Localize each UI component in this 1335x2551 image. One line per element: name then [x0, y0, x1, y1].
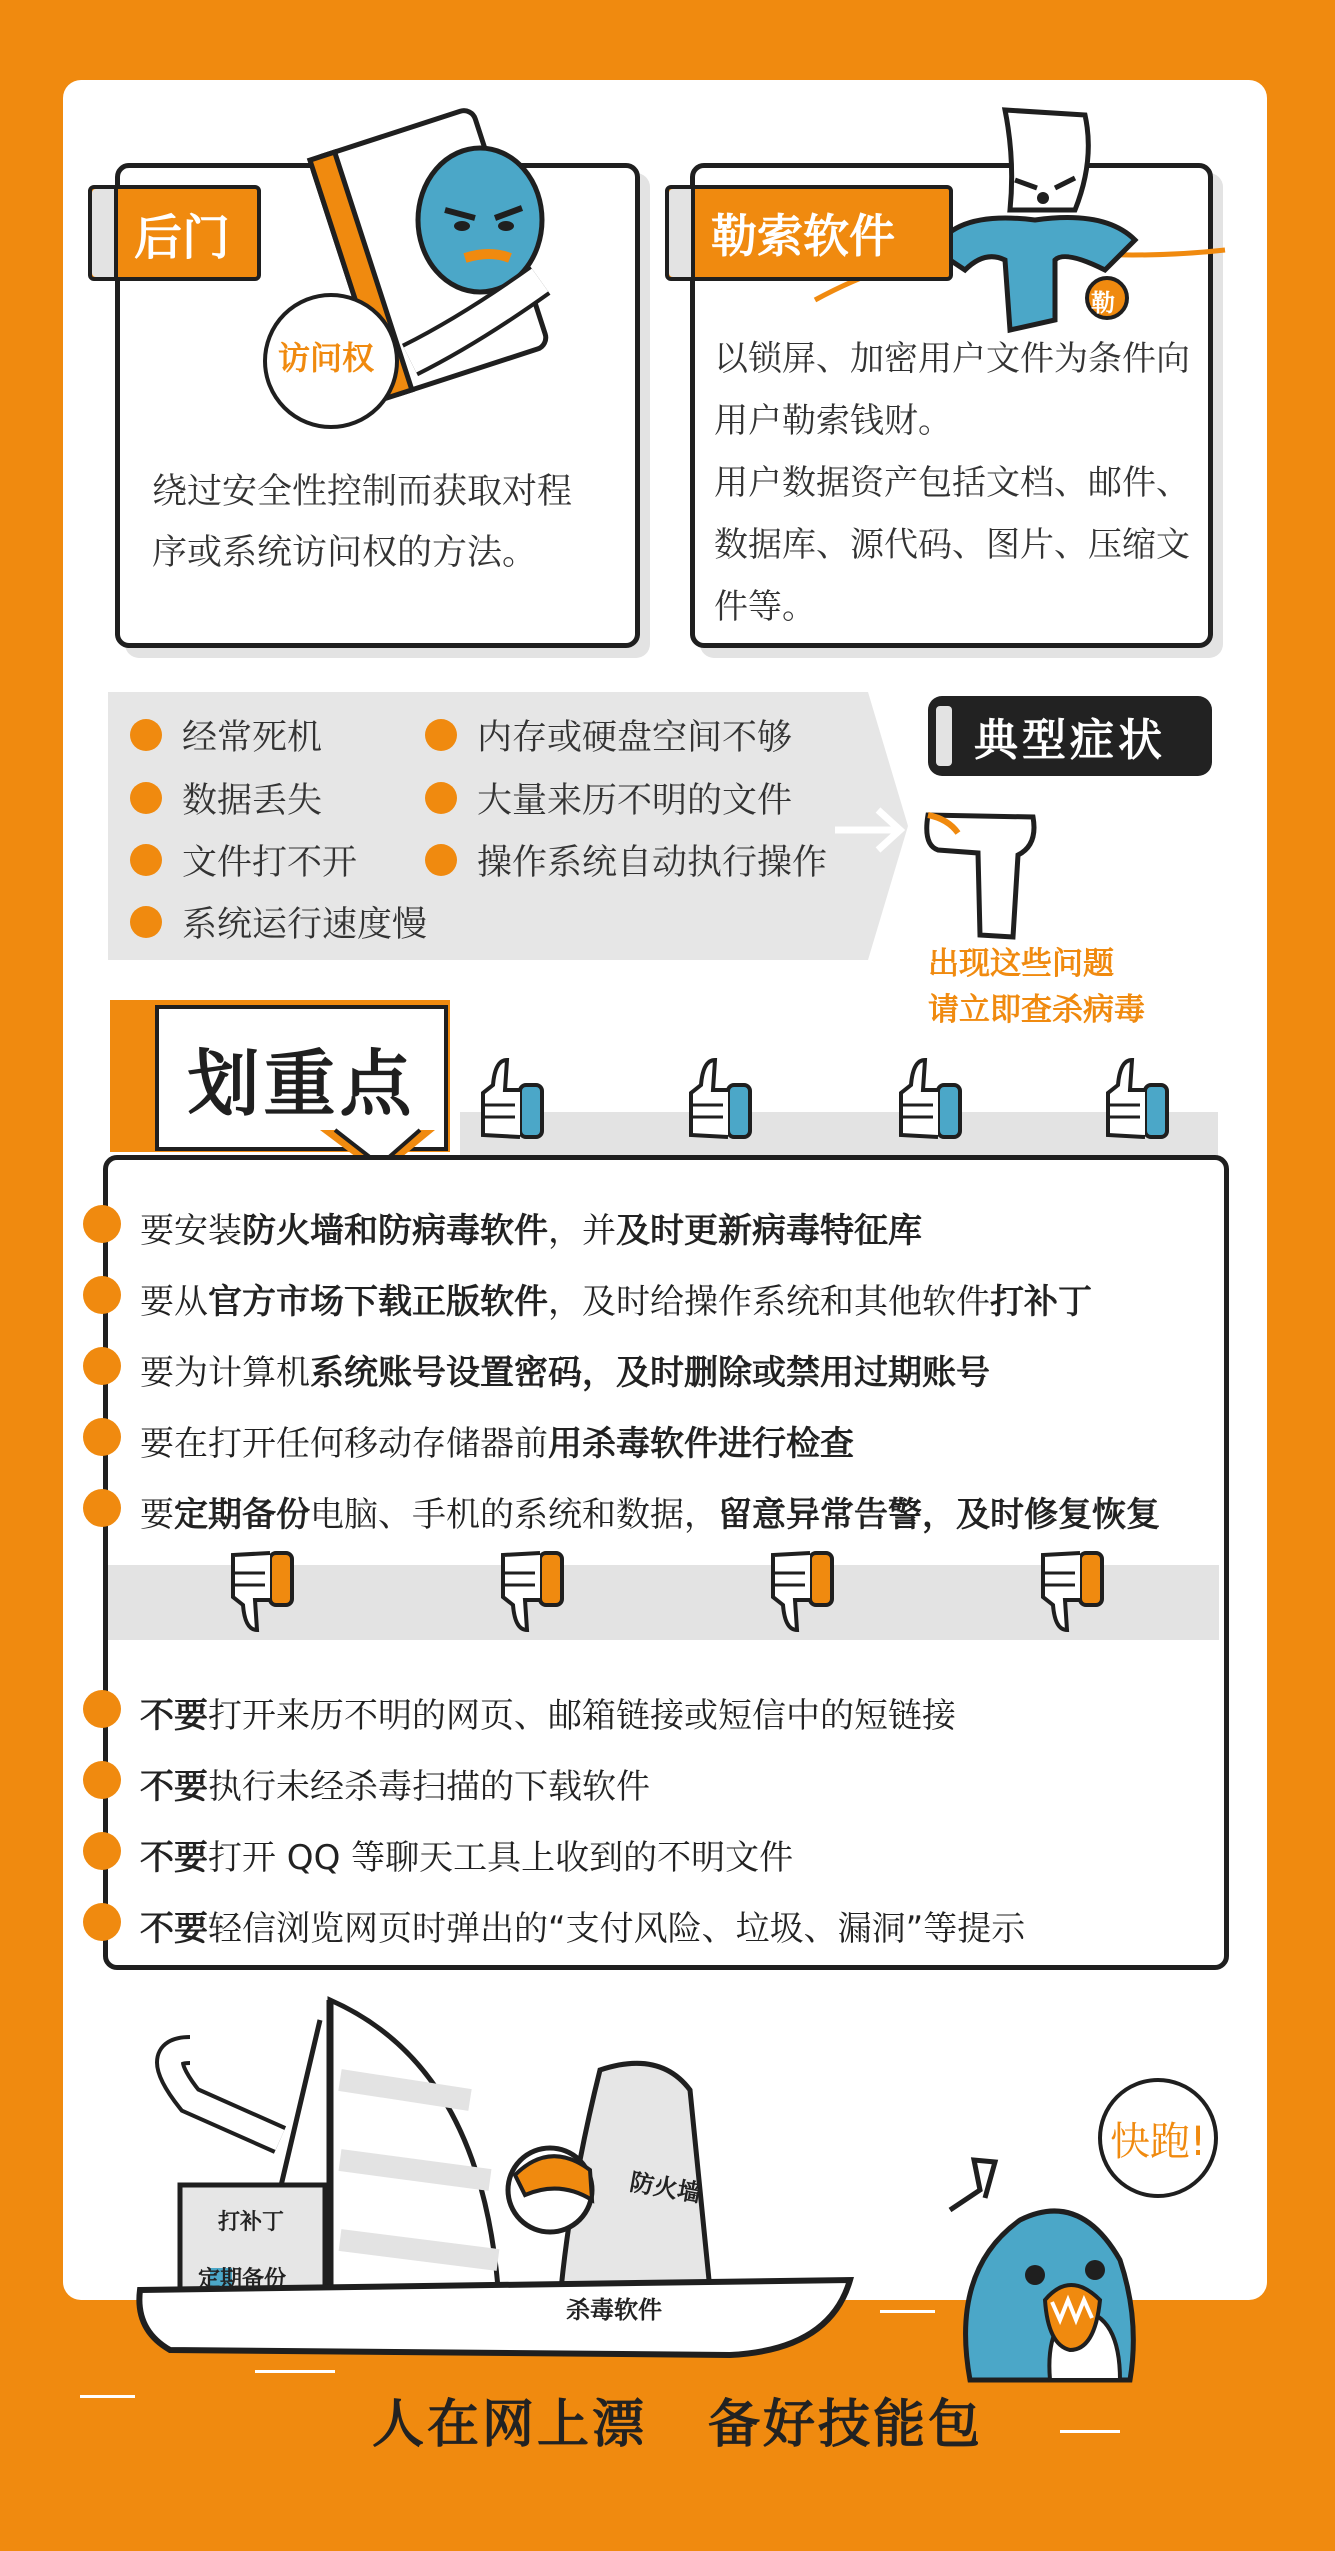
symptom-hint-line2: 请立即查杀病毒: [928, 992, 1145, 1028]
sack-label-firewall: 防火墙: [627, 2167, 704, 2209]
ransom-badge: 勒: [1091, 289, 1115, 317]
dos-item: 要从官方市场下载正版软件，及时给操作系统和其他软件打补丁: [140, 1282, 1092, 1322]
donts-bullet: [83, 1903, 121, 1941]
arrow-right-icon: [830, 800, 910, 860]
dos-bullet: [83, 1347, 121, 1385]
symptom-item: 数据丢失: [130, 773, 322, 823]
box-label-backup: 定期备份: [198, 2267, 287, 2292]
thermometer-gun-icon: [918, 805, 1048, 945]
backdoor-desc: 绕过安全性控制而获取对程 序或系统访问权的方法。: [152, 472, 573, 573]
box-label-patch: 打补丁: [218, 2210, 285, 2235]
donts-item: 不要打开 QQ 等聊天工具上收到的不明文件: [140, 1838, 794, 1878]
dos-bullet: [83, 1276, 121, 1314]
dos-item: 要为计算机系统账号设置密码，及时删除或禁用过期账号: [140, 1353, 990, 1393]
dos-bullet: [83, 1489, 121, 1527]
ransomware-tag-label: 勒索软件: [711, 209, 895, 263]
dos-item: 要安装防火墙和防病毒软件，并及时更新病毒特征库: [140, 1211, 922, 1251]
boat-illustration: [130, 1990, 870, 2370]
donts-bullet: [83, 1832, 121, 1870]
water-line: [80, 2395, 135, 2398]
thumbs-up-icon: [893, 1055, 973, 1145]
thumbs-up-icon: [475, 1055, 555, 1145]
thumbs-up-icon: [1100, 1055, 1180, 1145]
donts-item: 不要执行未经杀毒扫描的下载软件: [140, 1767, 650, 1807]
water-line: [880, 2310, 935, 2313]
symptom-hint-line1: 出现这些问题: [928, 946, 1114, 982]
backdoor-tag-label: 后门: [134, 209, 231, 266]
donts-item: 不要轻信浏览网页时弹出的“支付风险、垃圾、漏洞”等提示: [140, 1909, 1026, 1949]
symptom-item: 内存或硬盘空间不够: [425, 710, 792, 760]
water-line: [255, 2370, 335, 2373]
donts-bullet: [83, 1761, 121, 1799]
dos-bullet: [83, 1205, 121, 1243]
dos-item: 要在打开任何移动存储器前用杀毒软件进行检查: [140, 1424, 854, 1464]
boat-label-antivirus: 杀毒软件: [566, 2296, 662, 2324]
dos-bullet: [83, 1418, 121, 1456]
thumbs-down-icon: [495, 1545, 575, 1635]
symptom-item: 操作系统自动执行操作: [425, 835, 827, 885]
thumbs-down-icon: [765, 1545, 845, 1635]
keypoints-title: 划重点: [187, 1042, 416, 1126]
dos-item: 要定期备份电脑、手机的系统和数据，留意异常告警，及时修复恢复: [140, 1495, 1160, 1535]
thumbs-up-icon: [683, 1055, 763, 1145]
access-bubble-label: 访问权: [278, 339, 375, 377]
shark-speech-bubble: 快跑!: [1098, 2078, 1218, 2198]
footer-slogan-left: 人在网上漂: [372, 2395, 648, 2455]
thumbs-down-icon: [225, 1545, 305, 1635]
ransomware-tag: [665, 185, 953, 281]
symptom-item: 系统运行速度慢: [130, 897, 427, 947]
symptom-item: 文件打不开: [130, 835, 357, 885]
symptom-item: 经常死机: [130, 710, 322, 760]
backdoor-tag: [88, 185, 261, 281]
water-line: [1060, 2430, 1120, 2433]
symptom-item: 大量来历不明的文件: [425, 773, 792, 823]
ransomware-desc: 以锁屏、加密用户文件为条件向 用户勒索钱财。 用户数据资产包括文档、邮件、 数据库、源代码、图片、压缩文 件等。: [714, 339, 1190, 627]
thumbs-down-icon: [1035, 1545, 1115, 1635]
footer-slogan-right: 备好技能包: [708, 2395, 984, 2455]
donts-item: 不要打开来历不明的网页、邮箱链接或短信中的短链接: [140, 1696, 956, 1736]
donts-bullet: [83, 1690, 121, 1728]
typical-symptoms-title: 典型症状: [928, 696, 1212, 776]
